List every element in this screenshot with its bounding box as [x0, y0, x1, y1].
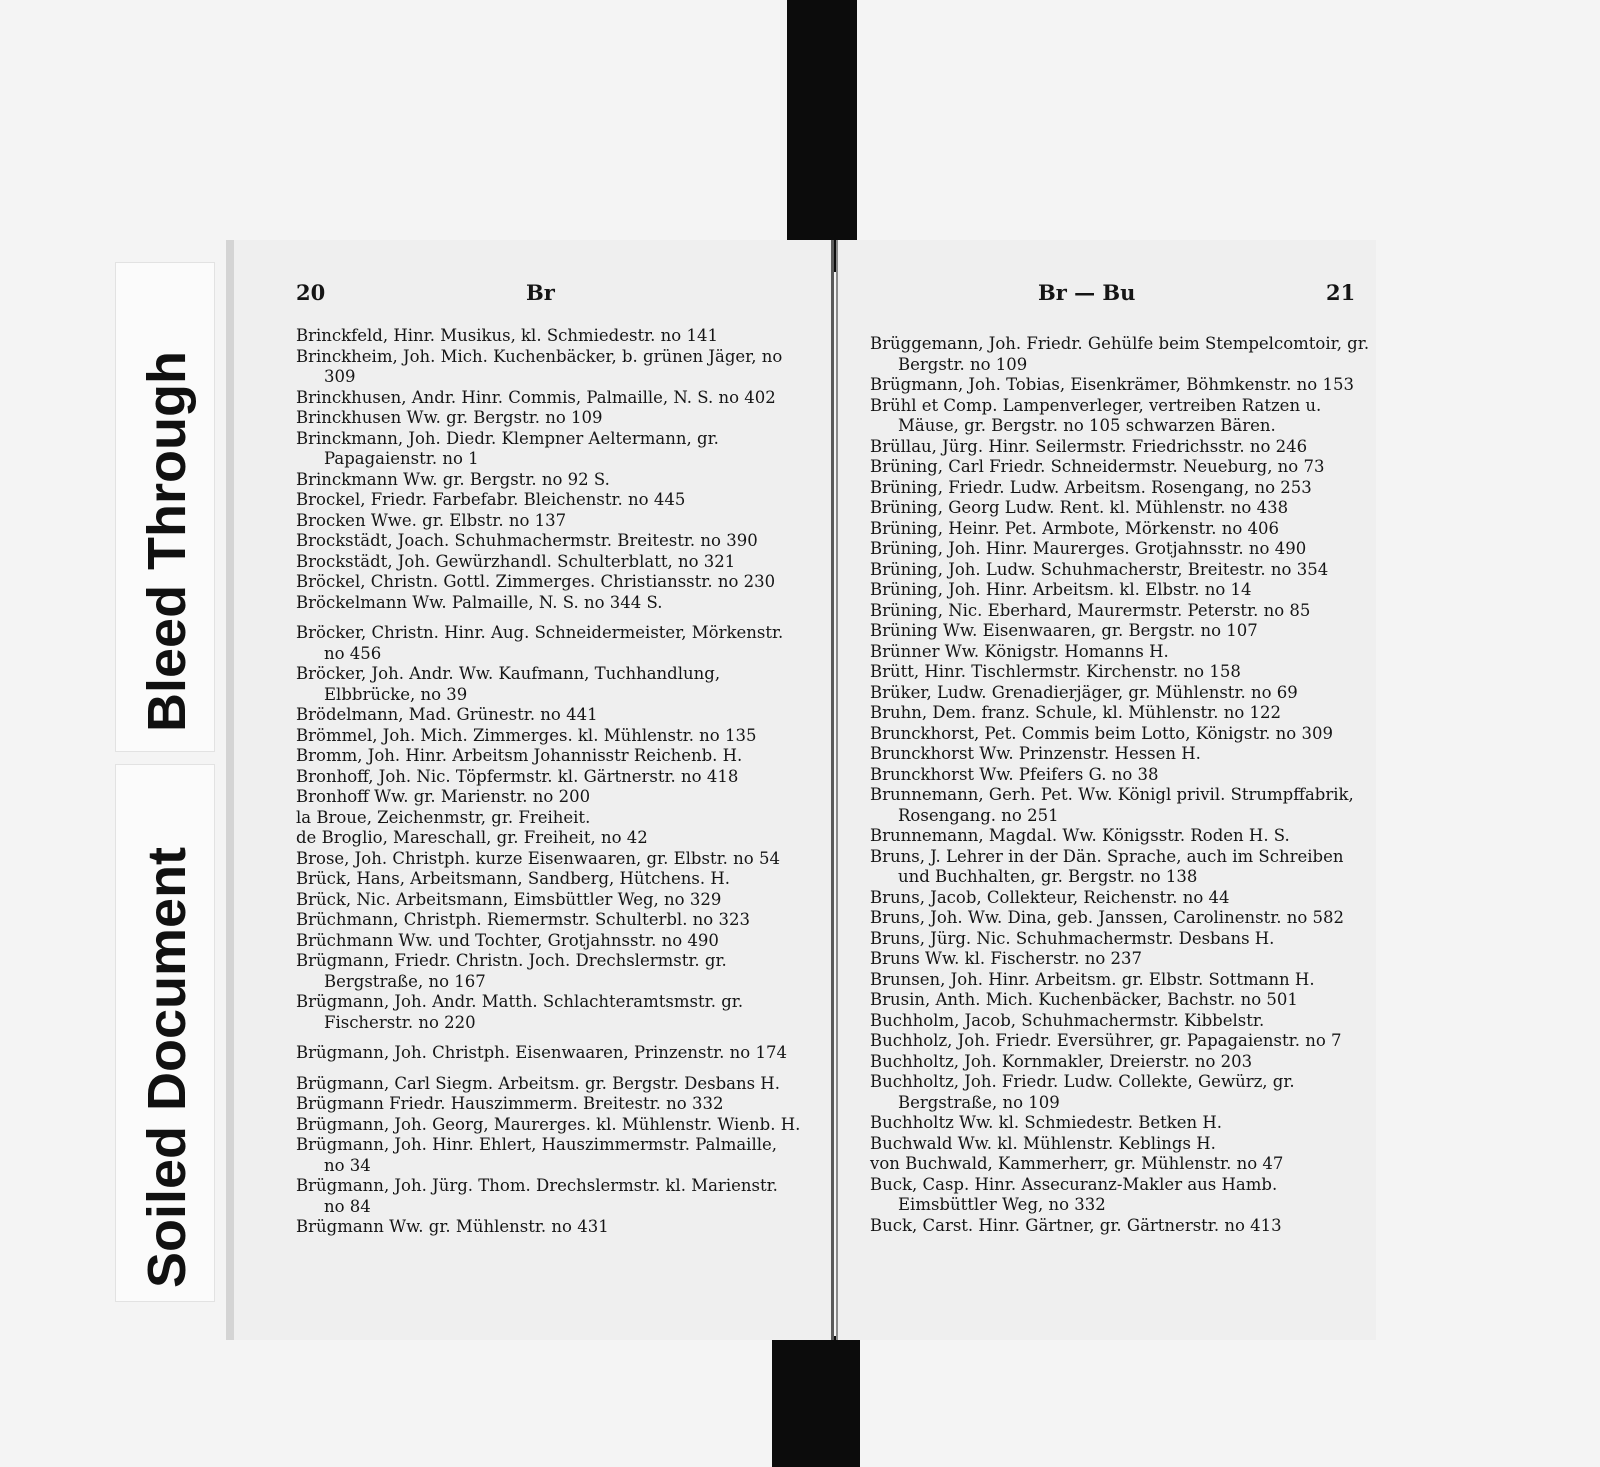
- directory-entry: Brüchmann Ww. und Tochter, Grotjahnsstr. no 490: [296, 930, 719, 950]
- directory-entry: Brüning, Joh. Ludw. Schuhmacherstr, Breitestr. no 354: [870, 559, 1329, 579]
- directory-entry: Bröcker, Joh. Andr. Ww. Kaufmann, Tuchhandlung, Elbbrücke, no 39: [296, 664, 721, 704]
- right-page: [836, 240, 1376, 1340]
- directory-entry: Brüning, Friedr. Ludw. Arbeitsm. Rosengang, no 253: [870, 477, 1312, 497]
- directory-entry: Brüning, Georg Ludw. Rent. kl. Mühlenstr. no 438: [870, 498, 1289, 517]
- soiled-document-label: Soiled Document: [137, 846, 197, 1288]
- directory-entry: Brügmann, Carl Siegm. Arbeitsm. gr. Bergstr. Desbans H.: [296, 1073, 780, 1093]
- directory-entry: Brüchmann, Christph. Riemermstr. Schulterbl. no 323: [296, 910, 750, 929]
- directory-entry: Brüning Ww. Eisenwaaren, gr. Bergstr. no 107: [870, 621, 1258, 640]
- directory-entry: Bromm, Joh. Hinr. Arbeitsm Johannisstr Reichenb. H.: [296, 746, 743, 765]
- directory-entry: Brose, Joh. Christph. kurze Eisenwaaren, gr. Elbstr. no 54: [296, 848, 780, 868]
- directory-entry: Brockstädt, Joach. Schuhmachermstr. Breitestr. no 390: [296, 531, 758, 550]
- directory-entry: Brügmann, Joh. Hinr. Ehlert, Hauszimmermstr. Palmaille, no 34: [296, 1135, 778, 1175]
- directory-entry: Brüllau, Jürg. Hinr. Seilermstr. Friedrichsstr. no 246: [870, 436, 1308, 456]
- directory-entry: Brügmann, Joh. Georg, Maurerges. kl. Mühlenstr. Wienb. H.: [296, 1114, 801, 1134]
- directory-entry: Bruns, Jürg. Nic. Schuhmachermstr. Desbans H.: [870, 928, 1275, 948]
- directory-entry: Buchholtz Ww. kl. Schmiedestr. Betken H.: [870, 1113, 1223, 1132]
- directory-entry: Brück, Hans, Arbeitsmann, Sandberg, Hütchens. H.: [296, 869, 731, 888]
- directory-entry: Bröckel, Christn. Gottl. Zimmerges. Christiansstr. no 230: [296, 572, 776, 591]
- directory-entry: Brunsen, Joh. Hinr. Arbeitsm. gr. Elbstr. Sottmann H.: [870, 969, 1315, 989]
- directory-entry: Brügmann, Joh. Andr. Matth. Schlachteramtsmstr. gr. Fischerstr. no 220: [296, 992, 744, 1032]
- directory-entry: la Broue, Zeichenmstr, gr. Freiheit.: [296, 807, 591, 827]
- directory-entry: Brunckhorst Ww. Pfeifers G. no 38: [870, 764, 1159, 784]
- directory-entry: Brüning, Joh. Hinr. Maurerges. Grotjahnsstr. no 490: [870, 539, 1307, 558]
- directory-entry: Brügmann, Friedr. Christn. Joch. Drechslermstr. gr. Bergstraße, no 167: [296, 951, 727, 991]
- directory-entry: Bruns Ww. kl. Fischerstr. no 237: [870, 949, 1143, 968]
- left-page: [226, 240, 834, 1340]
- left-page-number: 20: [296, 280, 326, 305]
- binding-bar-bottom: [772, 1336, 860, 1467]
- directory-entry: Bröckelmann Ww. Palmaille, N. S. no 344 S.: [296, 592, 663, 612]
- directory-entry: Brüggemann, Joh. Friedr. Gehülfe beim Stempelcomtoir, gr. Bergstr. no 109: [870, 334, 1370, 374]
- directory-entry: Brinckfeld, Hinr. Musikus, kl. Schmiedestr. no 141: [296, 326, 718, 345]
- binding-bar-top: [787, 0, 857, 272]
- directory-entry: Brocken Wwe. gr. Elbstr. no 137: [296, 510, 567, 530]
- right-page-number: 21: [1326, 280, 1356, 305]
- directory-entry: Buchholz, Joh. Friedr. Eversührer, gr. Papagaienstr. no 7: [870, 1031, 1342, 1050]
- directory-entry: Brinckmann, Joh. Diedr. Klempner Aeltermann, gr. Papagaienstr. no 1: [296, 428, 719, 468]
- directory-entry: Brödelmann, Mad. Grünestr. no 441: [296, 705, 598, 724]
- right-running-head: Br — Bu: [1038, 280, 1136, 305]
- directory-entry: Brusin, Anth. Mich. Kuchenbäcker, Bachstr. no 501: [870, 990, 1298, 1009]
- directory-entry: Brüker, Ludw. Grenadierjäger, gr. Mühlenstr. no 69: [870, 682, 1298, 702]
- directory-entry: Brück, Nic. Arbeitsmann, Eimsbüttler Weg, no 329: [296, 889, 722, 909]
- bleed-through-label: Bleed Through: [137, 351, 197, 732]
- directory-entry: Bruns, Jacob, Collekteur, Reichenstr. no 44: [870, 887, 1230, 907]
- directory-entry: Brockel, Friedr. Farbefabr. Bleichenstr. no 445: [296, 490, 686, 509]
- directory-entry: Bruns, Joh. Ww. Dina, geb. Janssen, Carolinenstr. no 582: [870, 908, 1345, 927]
- directory-entry: Brunnemann, Magdal. Ww. Königsstr. Roden H. S.: [870, 826, 1290, 845]
- directory-entry: Brinckmann Ww. gr. Bergstr. no 92 S.: [296, 469, 610, 489]
- directory-entry: Buchwald Ww. kl. Mühlenstr. Keblings H.: [870, 1133, 1216, 1153]
- directory-entry: Brinckheim, Joh. Mich. Kuchenbäcker, b. grünen Jäger, no 309: [296, 346, 783, 386]
- directory-entry: von Buchwald, Kammerherr, gr. Mühlenstr. no 47: [870, 1154, 1284, 1173]
- directory-entry: Buck, Casp. Hinr. Assecuranz-Makler aus Hamb. Eimsbüttler Weg, no 332: [870, 1174, 1278, 1214]
- directory-entry: de Broglio, Mareschall, gr. Freiheit, no 42: [296, 828, 648, 847]
- directory-entry: Buchholtz, Joh. Friedr. Ludw. Collekte, Gewürz, gr. Bergstraße, no 109: [870, 1072, 1295, 1112]
- directory-entry: Brütt, Hinr. Tischlermstr. Kirchenstr. no 158: [870, 662, 1241, 681]
- directory-entry: Brunnemann, Gerh. Pet. Ww. Königl privil. Strumpffabrik, Rosengang. no 251: [870, 785, 1354, 825]
- directory-entry: Brunckhorst Ww. Prinzenstr. Hessen H.: [870, 744, 1201, 763]
- directory-entry: Bronhoff, Joh. Nic. Töpfermstr. kl. Gärtnerstr. no 418: [296, 766, 739, 786]
- directory-entry: Brühl et Comp. Lampenverleger, vertreiben Ratzen u. Mäuse, gr. Bergstr. no 105 schwarzen Bären.: [870, 395, 1322, 435]
- directory-entry: Bröcker, Christn. Hinr. Aug. Schneidermeister, Mörkenstr. no 456: [296, 623, 784, 663]
- directory-entry: Bruns, J. Lehrer in der Dän. Sprache, auch im Schreiben und Buchhalten, gr. Bergstr. no 138: [870, 846, 1344, 886]
- directory-entry: Buck, Carst. Hinr. Gärtner, gr. Gärtnerstr. no 413: [870, 1215, 1282, 1235]
- directory-entry: Brüning, Heinr. Pet. Armbote, Mörkenstr. no 406: [870, 518, 1279, 538]
- directory-entry: Brügmann Ww. gr. Mühlenstr. no 431: [296, 1217, 609, 1236]
- right-entries: [870, 334, 1370, 1236]
- directory-entry: Brügmann Friedr. Hauszimmerm. Breitestr. no 332: [296, 1094, 724, 1113]
- directory-entry: Brinckhusen Ww. gr. Bergstr. no 109: [296, 408, 603, 427]
- directory-entry: Brüning, Nic. Eberhard, Maurermstr. Peterstr. no 85: [870, 600, 1311, 620]
- directory-entry: Bronhoff Ww. gr. Marienstr. no 200: [296, 787, 591, 806]
- left-running-head: Br: [526, 280, 555, 305]
- left-entries: [296, 326, 801, 1238]
- directory-entry: Buchholm, Jacob, Schuhmachermstr. Kibbelstr.: [870, 1010, 1265, 1030]
- directory-entry: Brügmann, Joh. Jürg. Thom. Drechslermstr. kl. Marienstr. no 84: [296, 1176, 778, 1216]
- directory-entry: Bruhn, Dem. franz. Schule, kl. Mühlenstr. no 122: [870, 703, 1282, 722]
- directory-entry: Brunckhorst, Pet. Commis beim Lotto, Königstr. no 309: [870, 723, 1333, 743]
- directory-entry: Brüning, Carl Friedr. Schneidermstr. Neueburg, no 73: [870, 457, 1325, 476]
- directory-entry: Brüning, Joh. Hinr. Arbeitsm. kl. Elbstr. no 14: [870, 580, 1252, 599]
- directory-entry: Brockstädt, Joh. Gewürzhandl. Schulterblatt, no 321: [296, 551, 736, 571]
- directory-entry: Brügmann, Joh. Tobias, Eisenkrämer, Böhmkenstr. no 153: [870, 375, 1354, 394]
- directory-entry: Brömmel, Joh. Mich. Zimmerges. kl. Mühlenstr. no 135: [296, 725, 757, 745]
- directory-entry: Brünner Ww. Königstr. Homanns H.: [870, 641, 1169, 661]
- directory-entry: Brügmann, Joh. Christph. Eisenwaaren, Prinzenstr. no 174: [296, 1043, 787, 1062]
- directory-entry: Buchholtz, Joh. Kornmakler, Dreierstr. no 203: [870, 1051, 1253, 1071]
- directory-entry: Brinckhusen, Andr. Hinr. Commis, Palmaille, N. S. no 402: [296, 387, 776, 407]
